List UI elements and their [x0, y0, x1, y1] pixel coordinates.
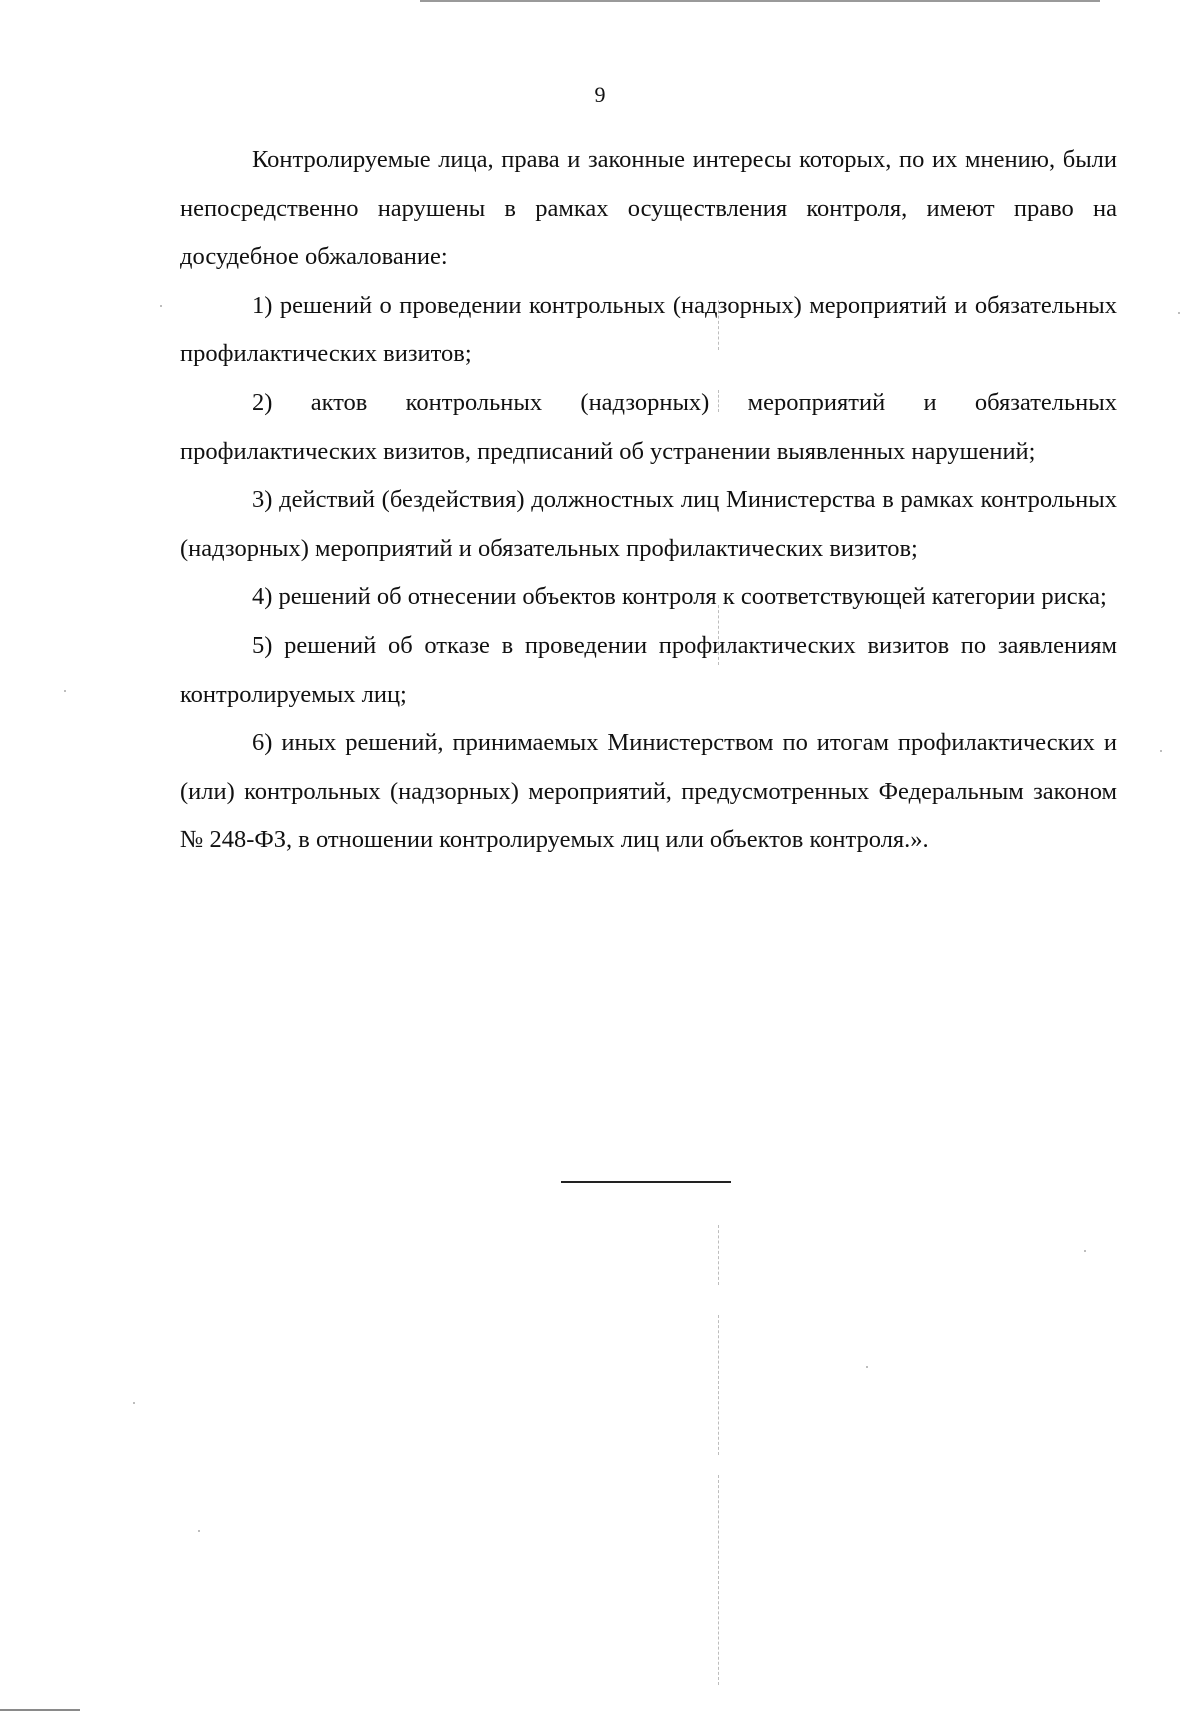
list-item-3: 3) действий (бездействия) должностных лиц Министерства в рамках контрольных (надзорных) мероприятий и обязательных профилактических визитов; [180, 486, 1117, 562]
end-of-document-rule [561, 1181, 731, 1183]
scan-artifact [718, 1315, 719, 1455]
scan-artifact [718, 1475, 719, 1685]
scan-speck [133, 1402, 135, 1404]
scan-edge-top [420, 0, 1100, 2]
scan-speck [1084, 1250, 1086, 1252]
document-body [180, 136, 1117, 865]
scan-artifact [718, 1225, 719, 1285]
page-number-text: 9 [594, 82, 606, 107]
paragraph-intro: Контролируемые лица, права и законные интересы которых, по их мнению, были непосредственно нарушены в рамках осуществления контроля, имеют право на досудебное обжалование: [180, 146, 1117, 271]
scan-speck [64, 690, 66, 692]
list-item-4: 4) решений об отнесении объектов контроля к соответствующей категории риска; [252, 583, 1107, 611]
scan-speck [1160, 750, 1162, 752]
list-item-5: 5) решений об отказе в проведении профилактических визитов по заявлениям контролируемых лиц; [180, 631, 1117, 708]
list-item-6: 6) иных решений, принимаемых Министерством по итогам профилактических и (или) контрольных (надзорных) мероприятий, предусмотренных Федеральным законом № 248-ФЗ, в отношении контролируемых лиц или объектов контроля.». [180, 729, 1117, 854]
list-item-1: 1) решений о проведении контрольных (надзорных) мероприятий и обязательных профилактических визитов; [180, 291, 1117, 368]
list-item-2: 2) актов контрольных (надзорных) мероприятий и обязательных профилактических визитов, предписаний об устранении выявленных нарушений; [180, 388, 1117, 465]
scan-speck [1178, 312, 1180, 314]
page-number [0, 82, 1200, 108]
scan-speck [866, 1366, 868, 1368]
scan-speck [160, 305, 162, 307]
scan-speck [198, 1530, 200, 1532]
